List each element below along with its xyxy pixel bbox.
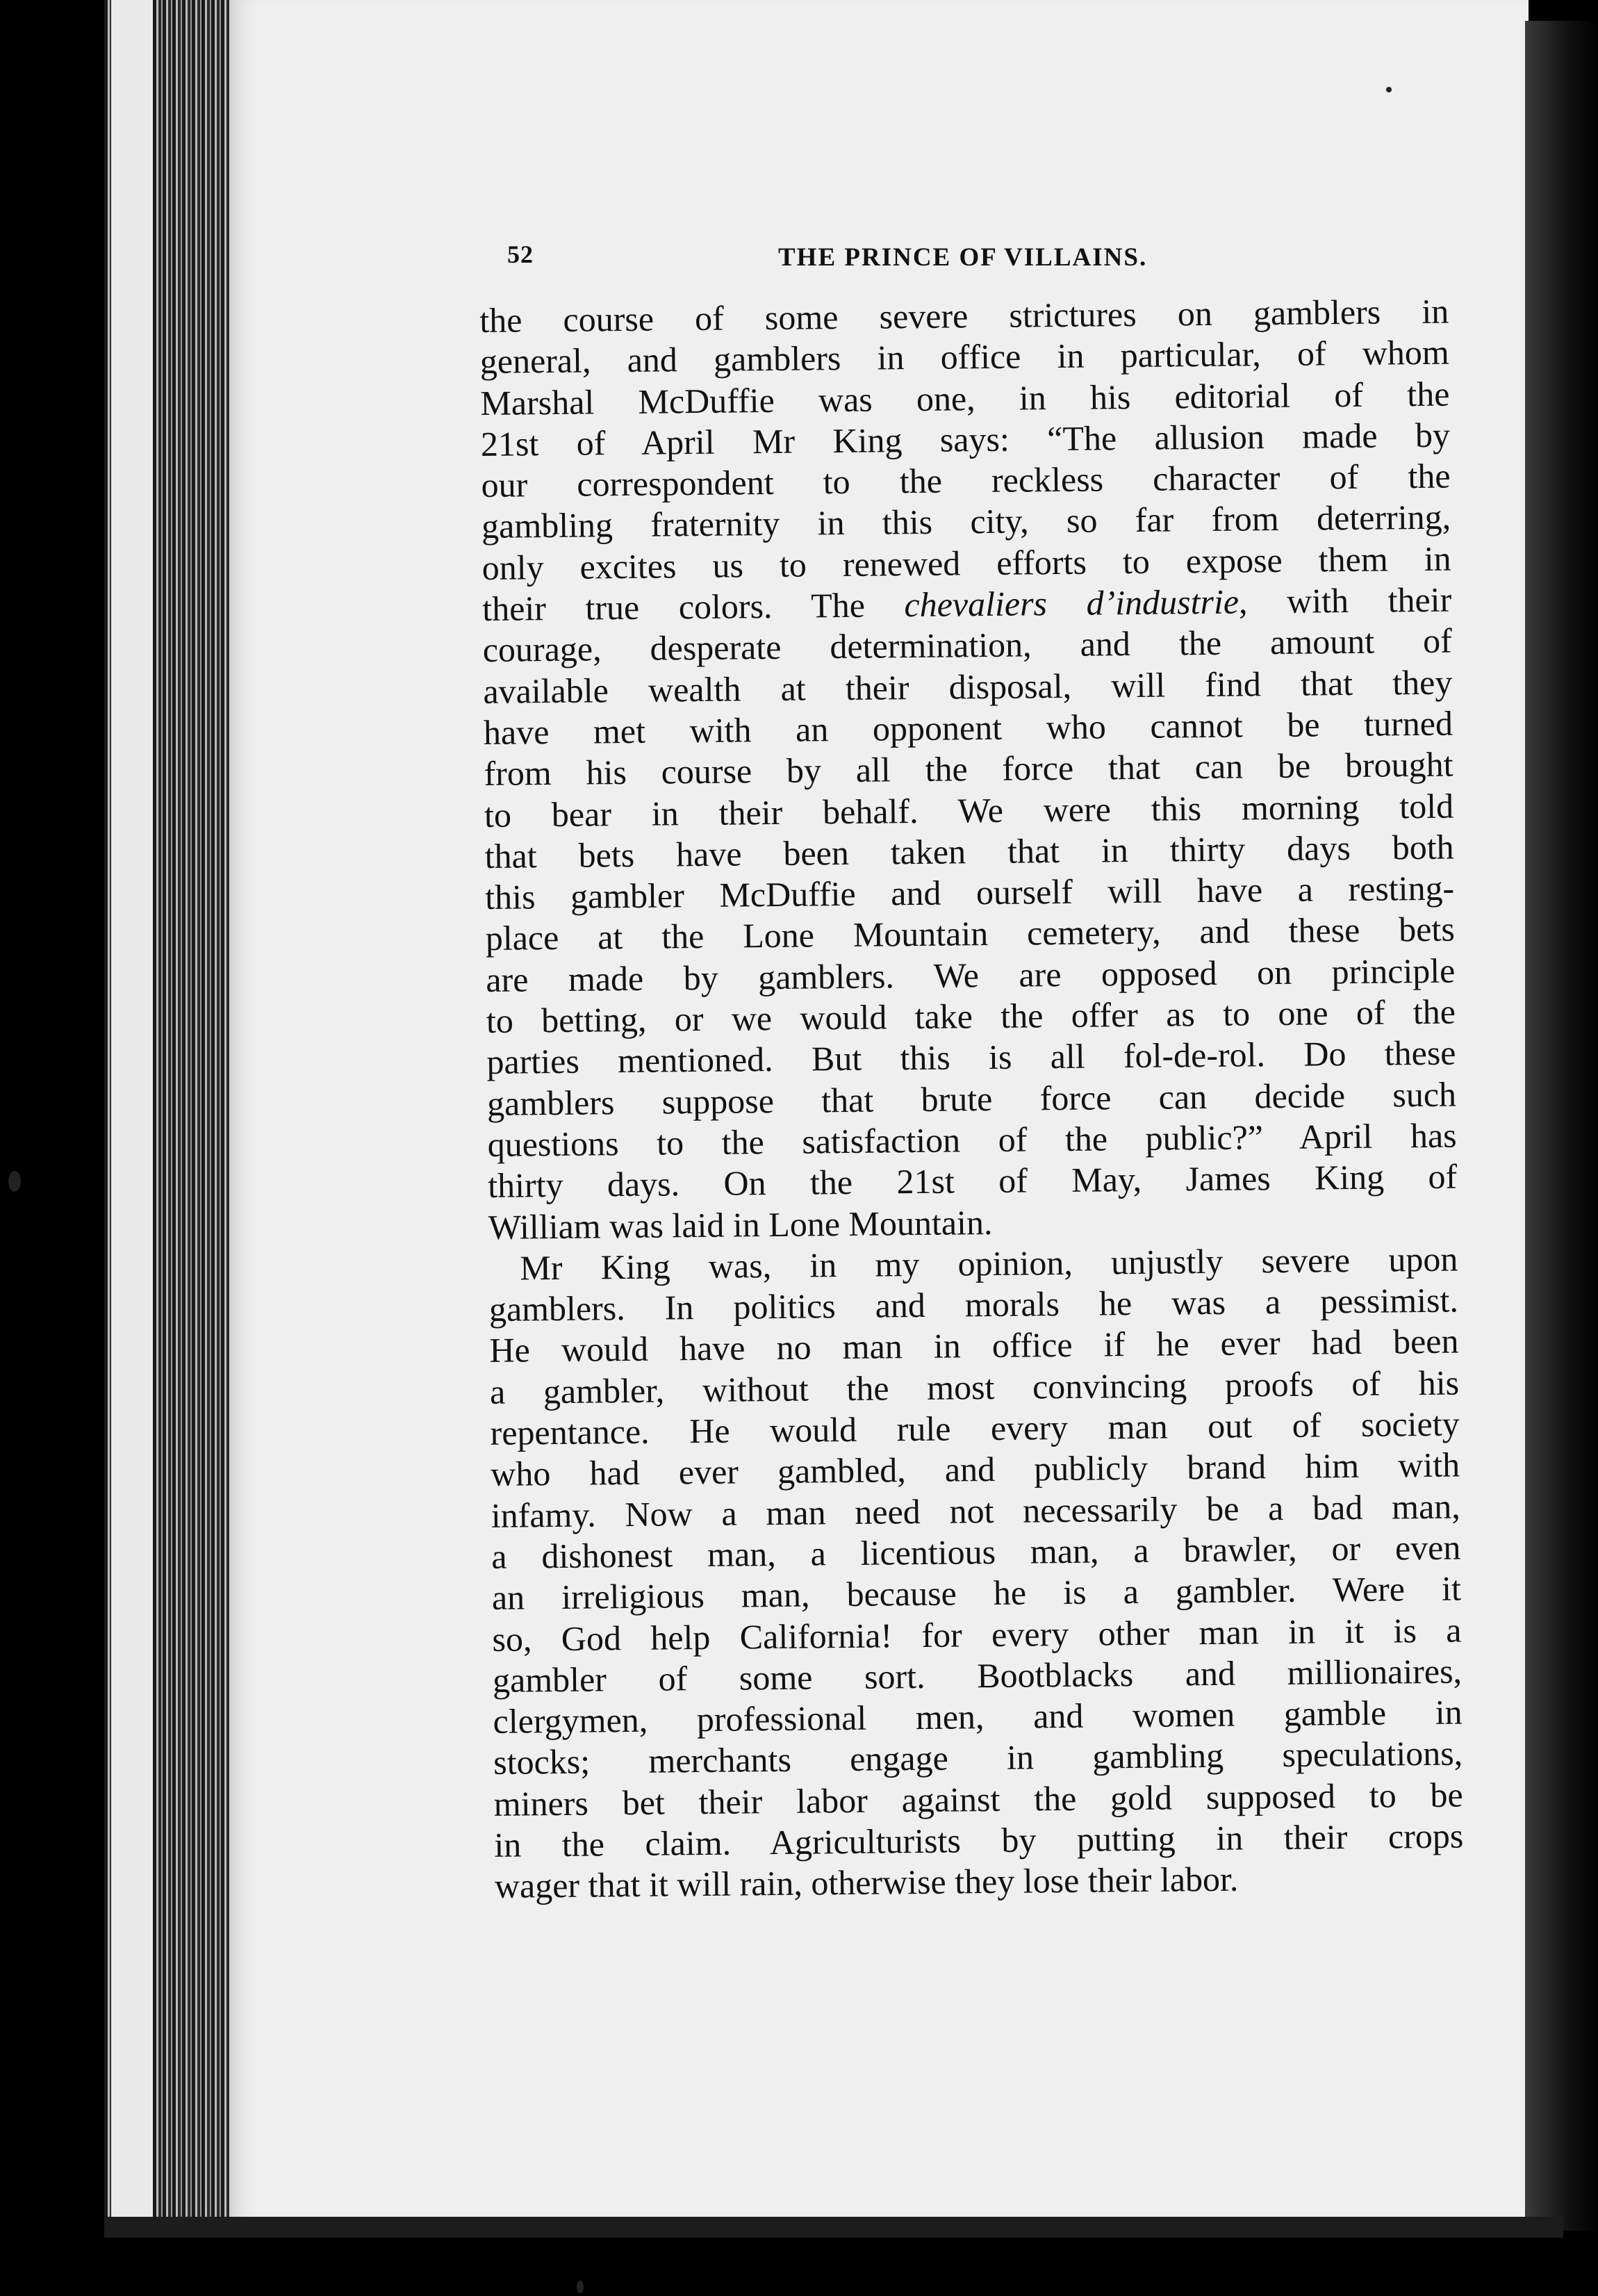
running-head [507,240,1181,274]
text-line: William was laid in Lone Mountain. [488,1202,993,1247]
scan-speck [8,1171,21,1192]
text-line: an irreligious man, because he is a gambler. Were it [491,1568,1462,1618]
text-line: are made by gamblers. We are opposed on principle [486,951,1456,999]
body-text [479,291,1464,1908]
text-line: our correspondent to the reckless character of the [481,456,1451,505]
text-line: who had ever gambled, and publicly brand him with [490,1445,1460,1494]
text-line: wager that it will rain, otherwise they lose their labor. [494,1859,1239,1906]
scan-speck [1386,87,1392,92]
text-line: this gambler McDuffie and ourself will have a resting- [484,868,1455,917]
text-line: parties mentioned. But this is all fol-de-rol. Do these [486,1033,1456,1082]
text-line: stocks; merchants engage in gambling speculations, [493,1733,1463,1782]
text-line: thirty days. On the 21st of May, James King of [487,1156,1458,1206]
text-line: in the claim. Agriculturists by putting in their crops [494,1816,1464,1864]
text-line: miners bet their labor against the gold supposed to be [493,1775,1463,1823]
text-line: gambler of some sort. Bootblacks and millionaires, [492,1651,1463,1700]
text-line: to betting, or we would take the offer as to one of the [486,992,1456,1040]
text-line: from his course by all the force that can be brought [484,744,1453,794]
text-line: place at the Lone Mountain cemetery, and these bets [485,910,1456,958]
text-line: only excites us to renewed efforts to expose them in [481,539,1451,587]
text-line: have met with an opponent who cannot be turned [483,703,1453,752]
text-line: He would have no man in office if he ever had been [489,1321,1459,1370]
page-number: 52 [507,240,534,268]
text-line: a gambler, without the most convincing proofs of his [489,1363,1460,1411]
text-line: their true colors. The chevaliers d’industrie, with their [481,580,1452,629]
text-line: Mr King was, in my opinion, unjustly severe upon [520,1239,1458,1288]
text-line: so, God help California! for every other man in it is a [492,1610,1462,1659]
text-line: 21st of April Mr King says: “The allusion made by [480,415,1451,464]
text-line: general, and gamblers in office in particular, of whom [479,332,1450,382]
text-line: courage, desperate determination, and the amount of [482,621,1453,670]
text-line: repentance. He would rule every man out of society [490,1404,1460,1452]
text-line: infamy. Now a man need not necessarily be a bad man, [491,1486,1460,1535]
text-line: questions to the satisfaction of the public?” April has [487,1115,1457,1164]
text-line: the course of some severe strictures on gamblers in [479,291,1449,340]
scan-speck [577,2281,584,2293]
text-line: that bets have been taken that in thirty days both [484,827,1454,876]
text-line: gamblers. In politics and morals he was a pessimist. [488,1280,1459,1329]
page-bottom-edge [104,2217,1563,2238]
text-line: gambling fraternity in this city, so far from deterring, [481,498,1451,546]
text-line: a dishonest man, a licentious man, a brawler, or even [491,1527,1461,1576]
text-line: available wealth at their disposal, will find that they [483,662,1453,711]
running-title: THE PRINCE OF VILLAINS. [778,243,1148,272]
text-line: to bear in their behalf. We were this morning told [484,786,1454,835]
text-line: Marshal McDuffie was one, in his editorial of the [480,374,1450,423]
italic-phrase: chevaliers d’industrie [904,582,1239,625]
page-edge-right [1525,21,1598,2231]
text-line: gamblers suppose that brute force can decide such [486,1074,1457,1123]
outer-page-edge [111,0,153,2234]
text-line: clergymen, professional men, and women gamble in [493,1692,1463,1741]
